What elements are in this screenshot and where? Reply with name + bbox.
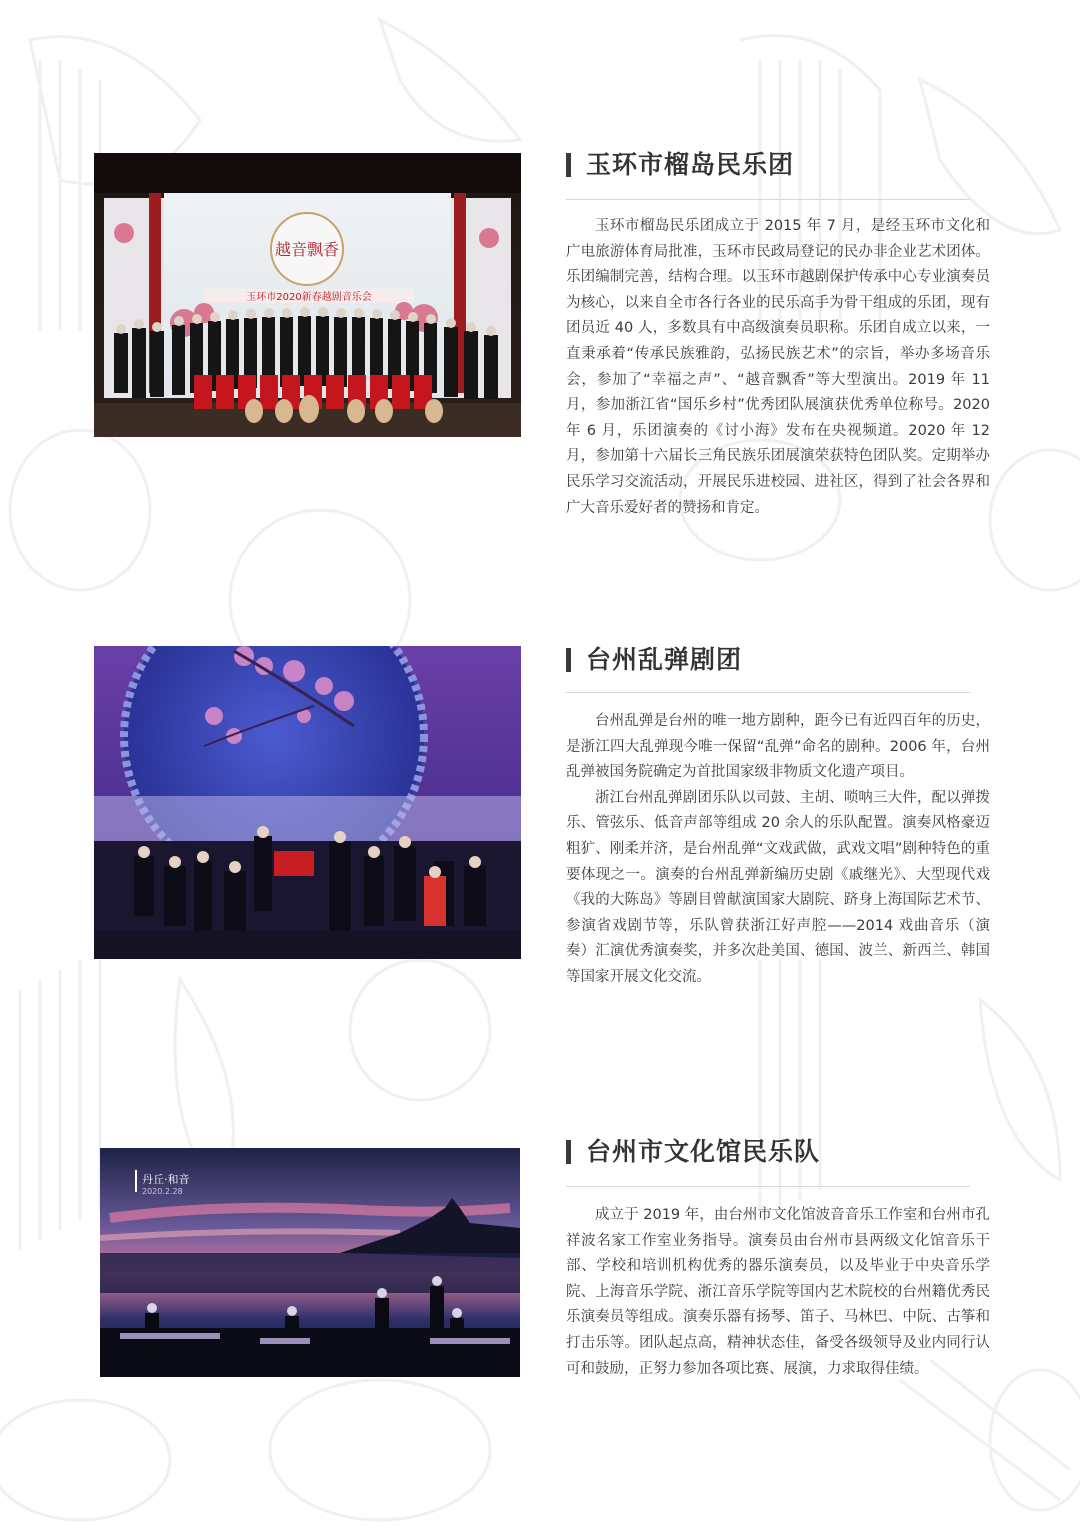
section-body-luantan bbox=[566, 709, 990, 991]
concert-logo-text: 越音飘香 bbox=[274, 240, 340, 259]
body-paragraph: 成立于 2019 年，由台州市文化馆波音音乐工作室和台州市孔祥波名家工作室业务指导。演奏员由台州市县两级文化馆音乐干部、学校和培训机构优秀的器乐演奏员，以及毕业于中央音乐学院、上海音乐学院、浙江音乐学院等国内艺术院校的台州籍优秀民乐演奏员等组成。演奏乐器有扬琴、笛子、马林巴、中阮、古筝和打击乐等。团队起点高，精神状态佳，备受各级领导及业内同行认可和鼓励，正努力参加各项比赛、展演，力求取得佳绩。 bbox=[566, 1207, 990, 1377]
photo-yuhuan-concert bbox=[94, 153, 521, 437]
photo-culture-center-ensemble bbox=[100, 1148, 520, 1377]
section-title-luantan bbox=[566, 645, 970, 675]
section-body-culture-center bbox=[566, 1203, 990, 1382]
body-paragraph: 玉环市榴岛民乐团成立于 2015 年 7 月，是经玉环市文化和广电旅游体育局批准，玉环市民政局登记的民办非企业艺术团体。乐团编制完善，结构合理。以玉环市越剧保护传承中心专业演奏员为核心，以来自全市各行各业的民乐高手为骨干组成的乐团，现有团员近 40 人，多数具有中高级演奏员职称。乐团自成立以来，一直秉承着“传承民族雅韵，弘扬民族艺术”的宗旨，举办多场音乐会，参加了“幸福之声”、“越音飘香”等大型演出。2019 年 11 月，参加浙江省“国乐乡村”优秀团队展演获优秀单位称号。2020 年 6 月，乐团演奏的《讨小海》发布在央视频道。2020 年 12 月，参加第十六届长三角民族乐团展演荣获特色团队奖。定期举办民乐学习交流活动，开展民乐进校园、进社区，得到了社会各界和广大音乐爱好者的赞扬和肯定。 bbox=[566, 218, 990, 516]
title-divider bbox=[566, 1186, 970, 1187]
title-accent-bar bbox=[566, 1140, 571, 1164]
photo-caption-date: 2020.2.28 bbox=[142, 1187, 183, 1196]
title-accent-bar bbox=[566, 153, 571, 177]
concert-banner-text: 玉环市2020新春越剧音乐会 bbox=[246, 292, 372, 303]
body-paragraph: 浙江台州乱弹剧团乐队以司鼓、主胡、唢呐三大件，配以弹拨乐、管弦乐、低音声部等组成 20 余人的乐队配置。演奏风格豪迈粗犷、刚柔并济，是台州乱弹“文戏武做，武戏文唱”剧种特色的重要体现之一。演奏的台州乱弹新编历史剧《戚继光》、大型现代戏《我的大陈岛》等剧目曾献演国家大剧院、跻身上海国际艺术节、参演省戏剧节等，乐队曾获浙江好声腔——2014 戏曲音乐（演奏）汇演优秀演奏奖，并多次赴美国、德国、波兰、新西兰、韩国等国家开展文化交流。 bbox=[566, 789, 990, 985]
photo-luantan-orchestra bbox=[94, 646, 521, 959]
section-title-yuhuan bbox=[566, 150, 970, 180]
section-title-text: 玉环市榴岛民乐团 bbox=[586, 150, 795, 179]
section-title-text: 台州市文化馆民乐队 bbox=[586, 1137, 821, 1166]
body-paragraph: 台州乱弹是台州的唯一地方剧种，距今已有近四百年的历史，是浙江四大乱弹现今唯一保留“乱弹”命名的剧种。2006 年，台州乱弹被国务院确定为首批国家级非物质文化遗产项目。 bbox=[566, 713, 990, 781]
title-divider bbox=[566, 199, 970, 200]
title-accent-bar bbox=[566, 648, 571, 672]
title-divider bbox=[566, 692, 970, 693]
section-title-culture-center bbox=[566, 1137, 970, 1167]
photo-caption-title: 丹丘·和音 bbox=[142, 1173, 190, 1186]
section-title-text: 台州乱弹剧团 bbox=[586, 645, 743, 674]
section-body-yuhuan bbox=[566, 214, 990, 521]
